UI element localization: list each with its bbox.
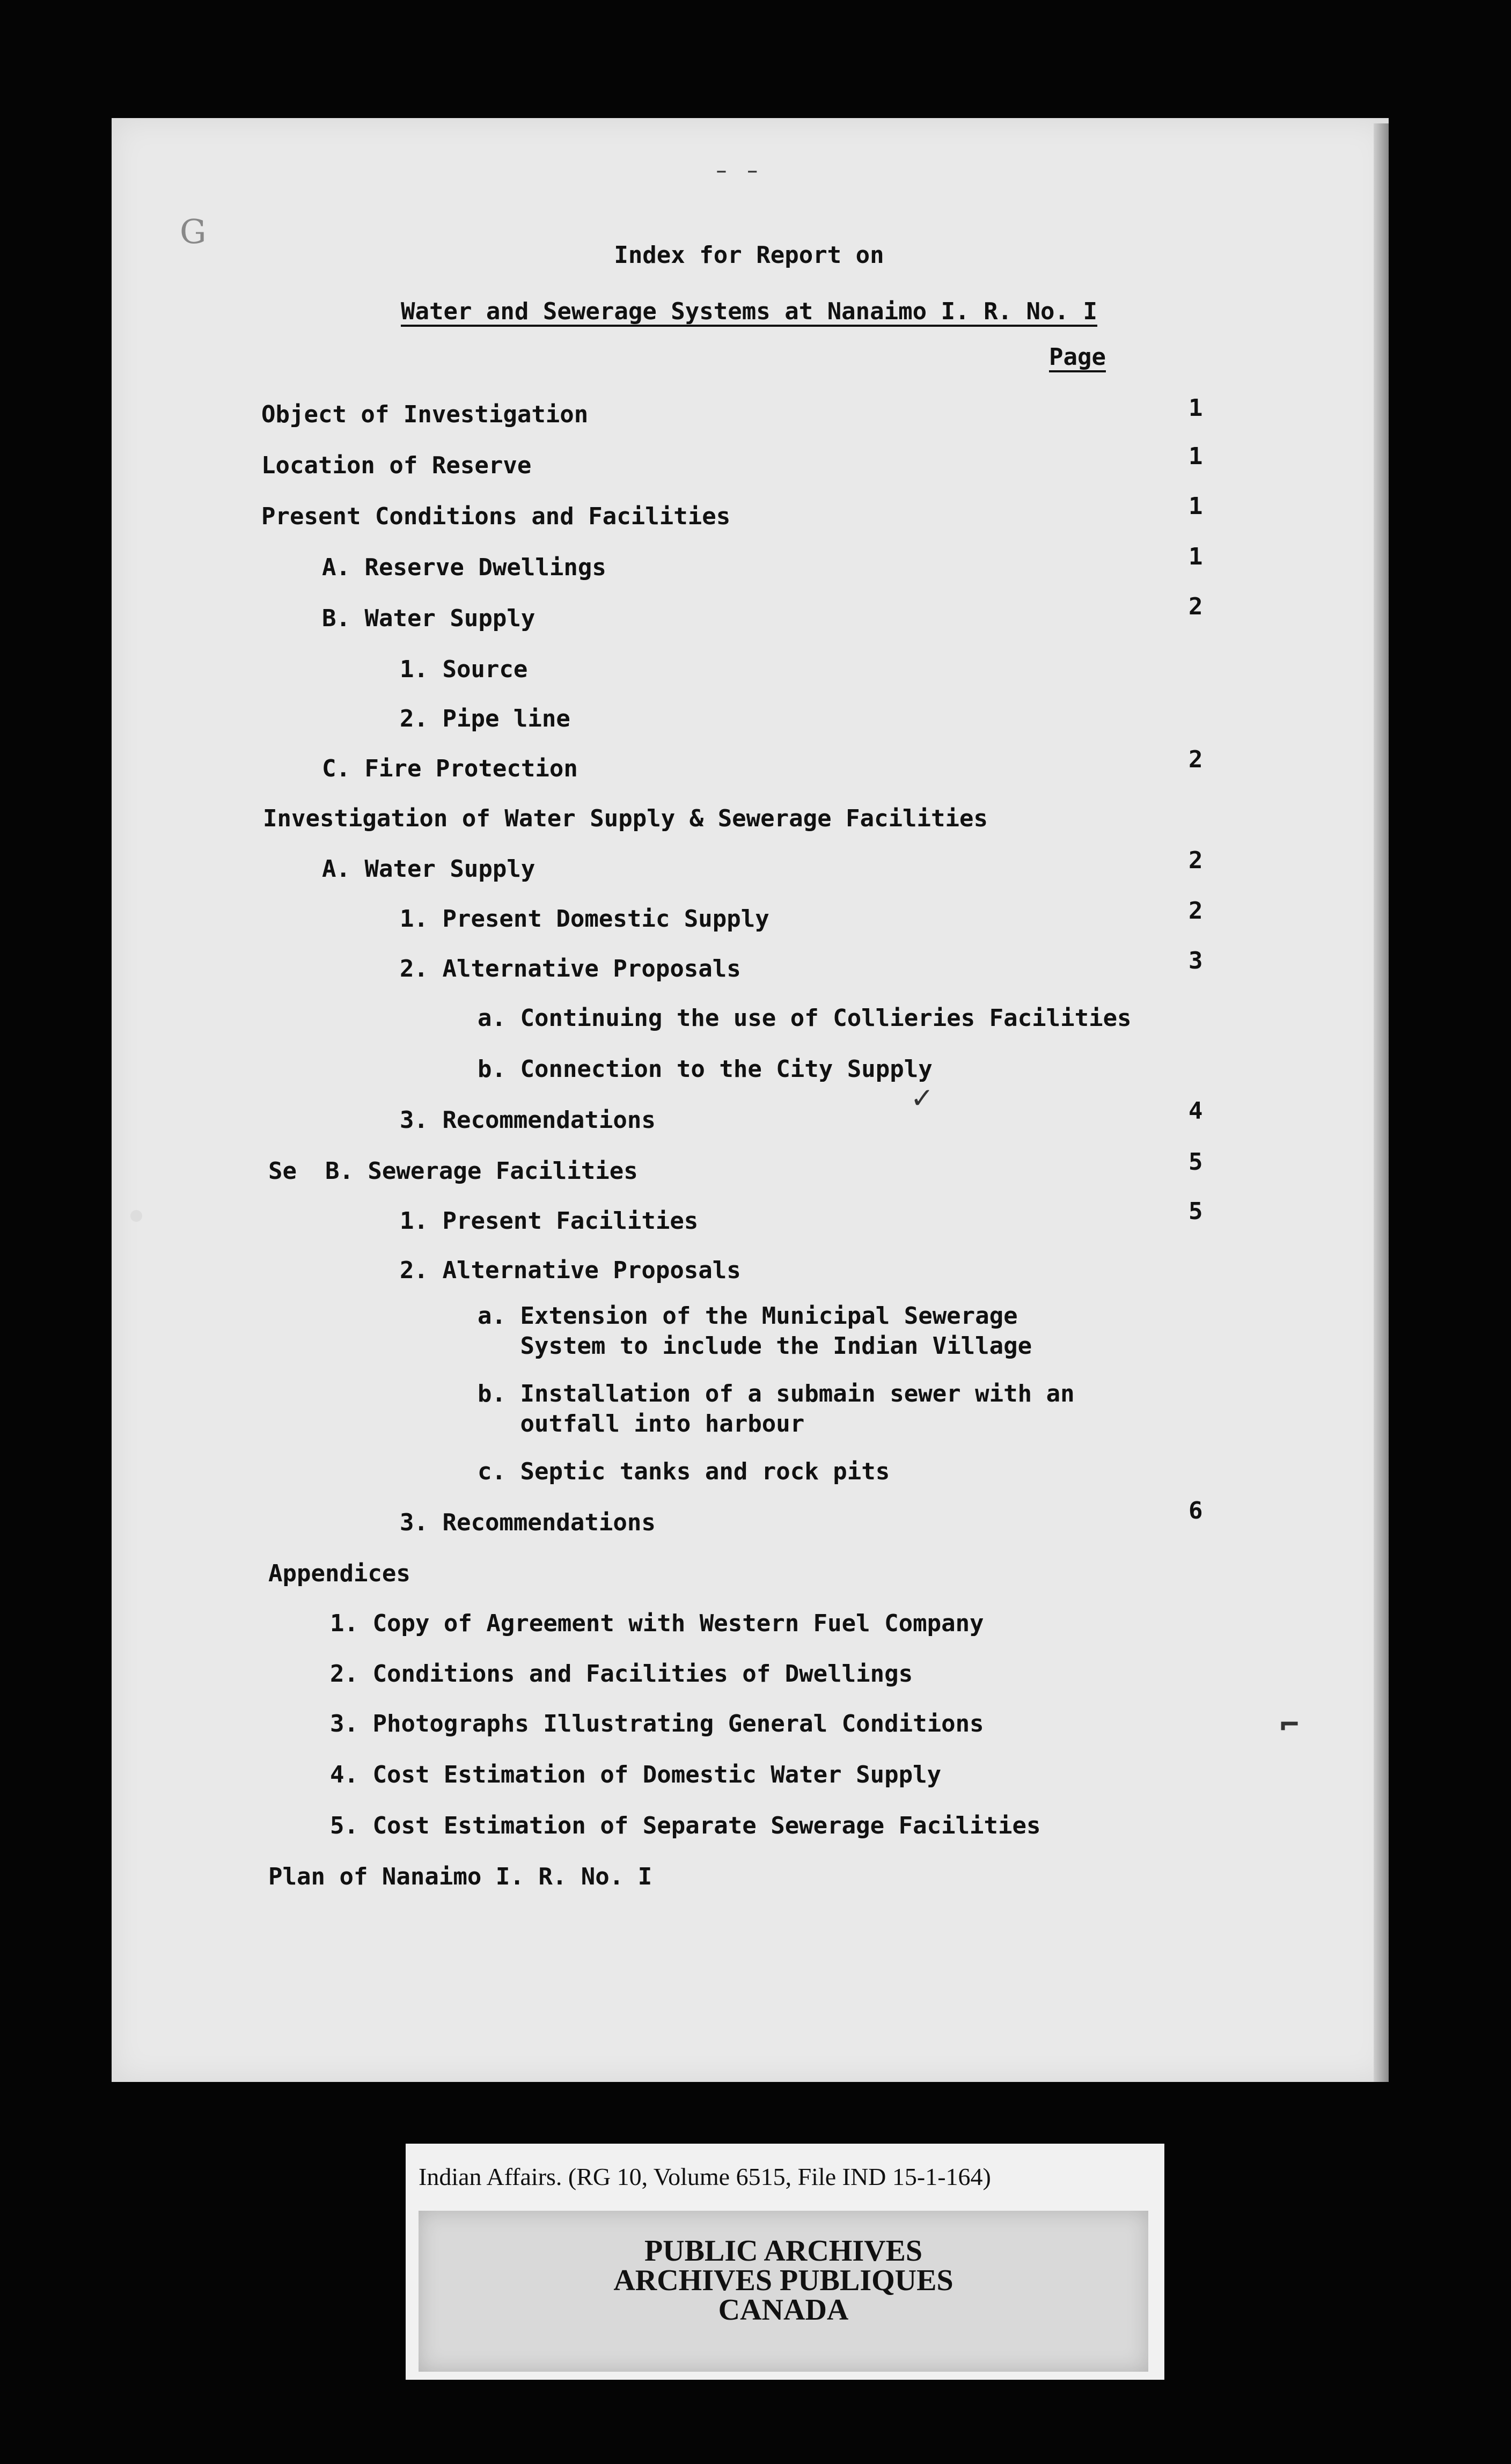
page-number: 4 bbox=[1189, 1097, 1203, 1125]
index-entry: 1. Present Domestic Supply bbox=[400, 905, 769, 933]
margin-dot bbox=[130, 1210, 142, 1222]
page-number: 2 bbox=[1189, 847, 1203, 874]
index-entry: Present Conditions and Facilities bbox=[261, 503, 731, 530]
corner-mark: G bbox=[180, 212, 207, 251]
check-mark: ✓ bbox=[912, 1079, 932, 1116]
margin-mark: ⌐ bbox=[1280, 1706, 1300, 1744]
archive-stamp bbox=[419, 2211, 1148, 2372]
index-entry: C. Fire Protection bbox=[322, 755, 578, 782]
page-number: 1 bbox=[1189, 394, 1203, 422]
index-entry: 3. Photographs Illustrating General Conditions bbox=[330, 1710, 984, 1737]
stamp-line-2: ARCHIVES PUBLIQUES bbox=[613, 2264, 953, 2297]
index-entry: 4. Cost Estimation of Domestic Water Supply bbox=[330, 1761, 942, 1788]
index-entry: 1. Source bbox=[400, 656, 528, 683]
index-entry: a. Extension of the Municipal Sewerage System to include the Indian Village bbox=[478, 1302, 1032, 1360]
index-subtitle: Water and Sewerage Systems at Nanaimo I. R. No. I bbox=[400, 298, 1098, 325]
index-entry: 1. Copy of Agreement with Western Fuel Company bbox=[330, 1610, 984, 1637]
index-entry: 3. Recommendations bbox=[400, 1106, 656, 1134]
pencil-mark: ⁻ ⁻ bbox=[714, 161, 760, 191]
page-column-heading: Page bbox=[1049, 343, 1106, 371]
index-entry: 1. Present Facilities bbox=[400, 1207, 699, 1235]
index-entry: Investigation of Water Supply & Sewerage Facilities bbox=[263, 805, 988, 832]
page-number: 5 bbox=[1189, 1148, 1203, 1176]
index-entry: Plan of Nanaimo I. R. No. I bbox=[268, 1863, 652, 1890]
index-entry: 2. Alternative Proposals bbox=[400, 1257, 741, 1284]
index-entry: Appendices bbox=[268, 1560, 410, 1587]
index-entry: 2. Pipe line bbox=[400, 705, 570, 732]
page-number: 1 bbox=[1189, 543, 1203, 570]
index-entry: b. Connection to the City Supply bbox=[478, 1055, 933, 1083]
page-number: 2 bbox=[1189, 593, 1203, 620]
index-entry: Object of Investigation bbox=[261, 401, 589, 428]
index-entry: 2. Alternative Proposals bbox=[400, 955, 741, 982]
index-entry: Location of Reserve bbox=[261, 452, 532, 479]
page-number: 2 bbox=[1189, 897, 1203, 925]
index-title: Index for Report on bbox=[614, 241, 884, 269]
page-number: 3 bbox=[1189, 947, 1203, 974]
stamp-line-1: PUBLIC ARCHIVES bbox=[644, 2234, 923, 2268]
stamp-line-3: CANADA bbox=[718, 2293, 849, 2327]
index-entry: B. Water Supply bbox=[322, 605, 536, 632]
index-entry: c. Septic tanks and rock pits bbox=[478, 1458, 890, 1485]
index-entry: A. Water Supply bbox=[322, 855, 536, 883]
page-number: 5 bbox=[1189, 1198, 1203, 1225]
page-number: 1 bbox=[1189, 443, 1203, 470]
index-entry: 2. Conditions and Facilities of Dwellings bbox=[330, 1660, 913, 1688]
page-number: 2 bbox=[1189, 746, 1203, 773]
index-entry: 5. Cost Estimation of Separate Sewerage Facilities bbox=[330, 1812, 1041, 1839]
page-number: 1 bbox=[1189, 493, 1203, 520]
index-entry: a. Continuing the use of Collieries Facilities bbox=[478, 1004, 1132, 1032]
index-entry: Se B. Sewerage Facilities bbox=[268, 1157, 638, 1185]
index-entry: 3. Recommendations bbox=[400, 1509, 656, 1536]
index-entry: A. Reserve Dwellings bbox=[322, 554, 606, 581]
page-number: 6 bbox=[1189, 1497, 1203, 1524]
archive-caption: Indian Affairs. (RG 10, Volume 6515, File IND 15-1-164) bbox=[419, 2163, 991, 2190]
index-entry: b. Installation of a submain sewer with an outfall into harbour bbox=[478, 1380, 1075, 1438]
